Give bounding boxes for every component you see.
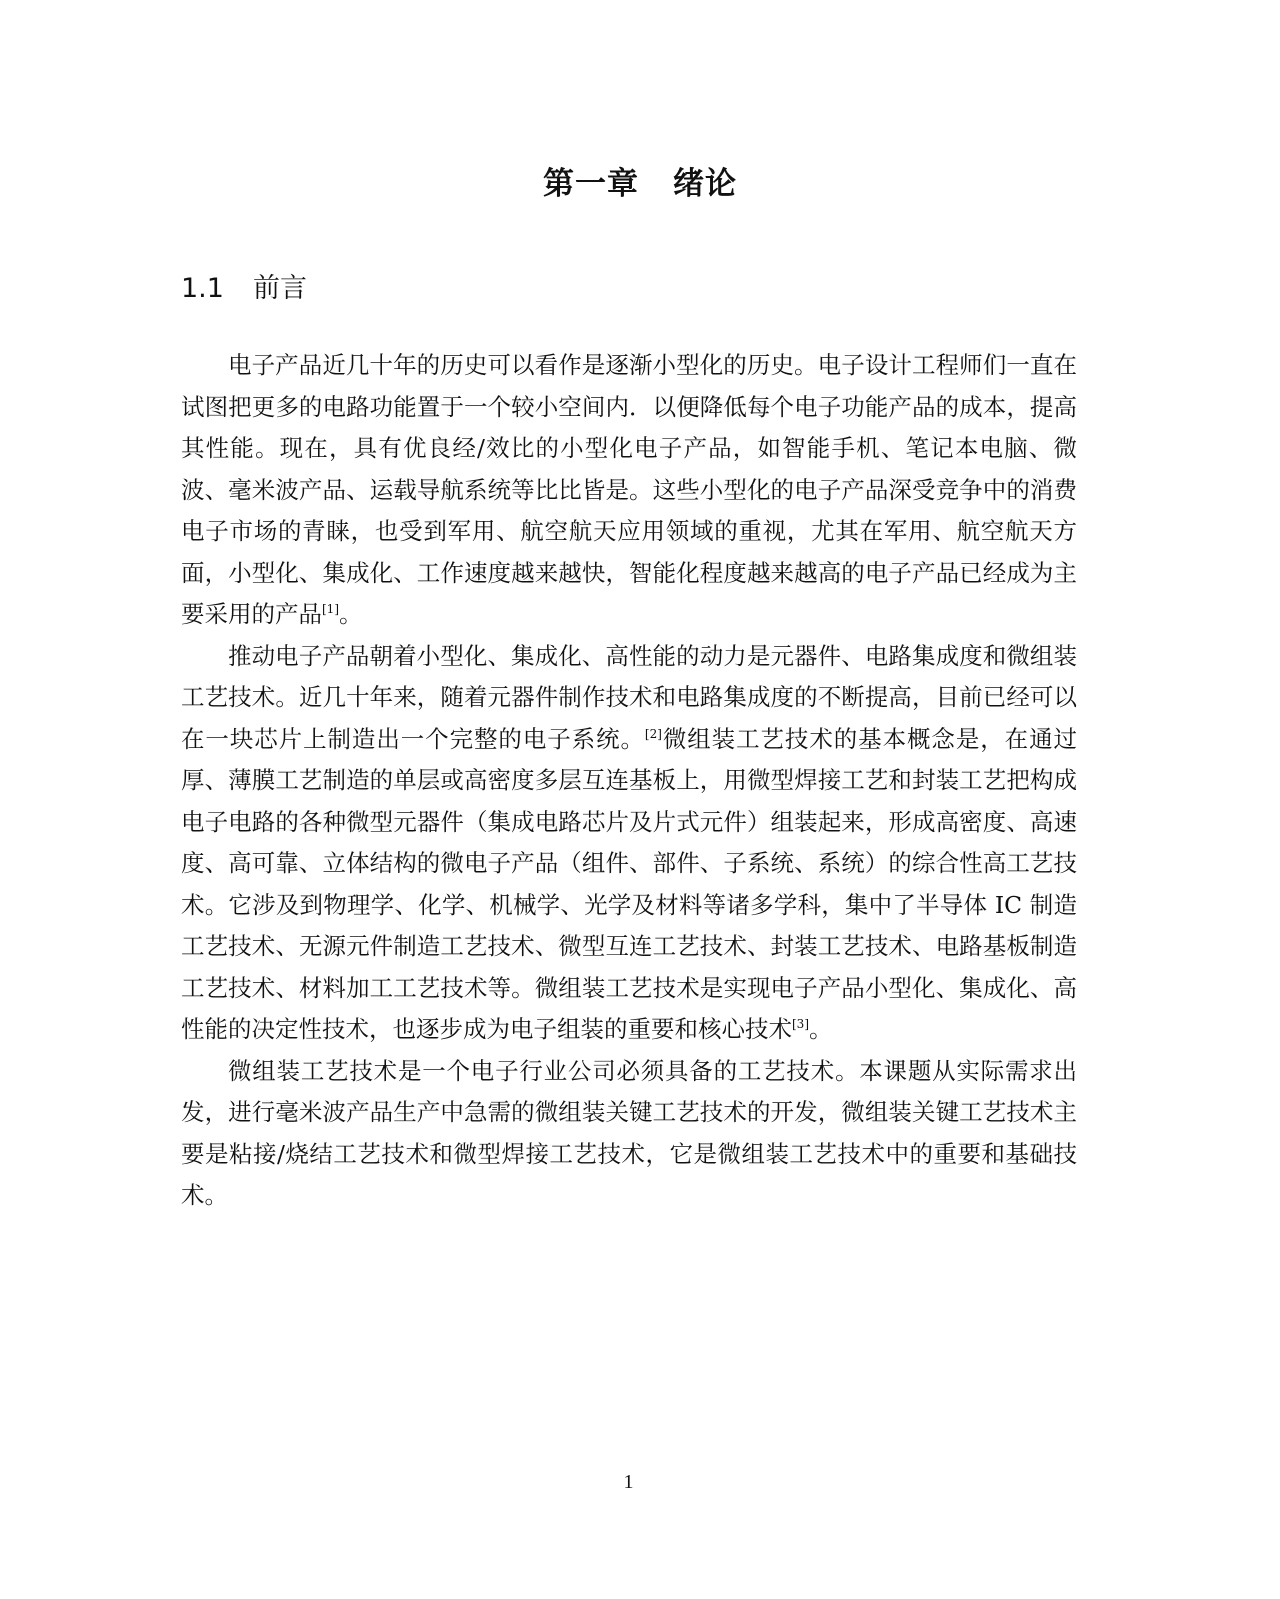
paragraph-3 — [181, 1051, 1077, 1217]
paragraph-1 — [181, 345, 1077, 636]
body-text — [181, 345, 1077, 1217]
paragraph-2-continued: 微组装工艺技术的基本概念是，在通过厚、薄膜工艺制造的单层或高密度多层互连基板上，用微型焊接工艺和封装工艺把构成电子电路的各种微型元器件（集成电路芯片及片式元件）组装起来，形成高密度、高速度、高可靠、立体结构的微电子产品（组件、部件、子系统、系统）的综合性高工艺技术。它涉及到物理学、化学、机械学、光学及材料等诸多学科，集中了半导体 IC 制造工艺技术、无源元件制造工艺技术、微型互连工艺技术、封装工艺技术、电路基板制造工艺技术、材料加工工艺技术等。微组装工艺技术是实现电子产品小型化、集成化、高性能的决定性技术，也逐步成为电子组装的重要和核心技术 — [181, 724, 1078, 1043]
chapter-label: 第一章 — [543, 166, 639, 202]
paragraph-3-text: 微组装工艺技术是一个电子行业公司必须具备的工艺技术。本课题从实际需求出发，进行毫米波产品生产中急需的微组装关键工艺技术的开发，微组装关键工艺技术主要是粘接/烧结工艺技术和微型焊接工艺技术，它是微组装工艺技术中的重要和基础技术。 — [181, 1056, 1077, 1209]
section-number: 1.1 — [181, 273, 224, 304]
paragraph-2-end: 。 — [809, 1015, 833, 1043]
citation-2: [2] — [644, 726, 662, 741]
paragraph-1-end: 。 — [339, 600, 363, 628]
section-title: 前言 — [253, 273, 307, 304]
chapter-title — [0, 158, 1280, 203]
citation-3: [3] — [792, 1017, 809, 1031]
paragraph-1-text: 电子产品近几十年的历史可以看作是逐渐小型化的历史。电子设计工程师们一直在试图把更多的电路功能置于一个较小空间内．以便降低每个电子功能产品的成本，提高其性能。现在，具有优良经/效比的小型化电子产品，如智能手机、笔记本电脑、微波、毫米波产品、运载导航系统等比比皆是。这些小型化的电子产品深受竞争中的消费电子市场的青睐，也受到军用、航空航天应用领域的重视，尤其在军用、航空航天方面，小型化、集成化、工作速度越来越快，智能化程度越来越高的电子产品已经成为主要采用的产品 — [181, 351, 1077, 628]
section-heading — [181, 266, 307, 305]
page-number: 1 — [623, 1471, 634, 1493]
chapter-name: 绪论 — [673, 166, 737, 202]
citation-1: [1] — [322, 602, 339, 616]
paragraph-2 — [181, 636, 1077, 1051]
paragraph-2-text: 推动电子产品朝着小型化、集成化、高性能的动力是元器件、电路集成度和微组装工艺技术。近几十年来，随着元器件制作技术和电路集成度的不断提高，目前已经可以在一块芯片上制造出一个完整的电子系统。 — [181, 641, 1077, 753]
